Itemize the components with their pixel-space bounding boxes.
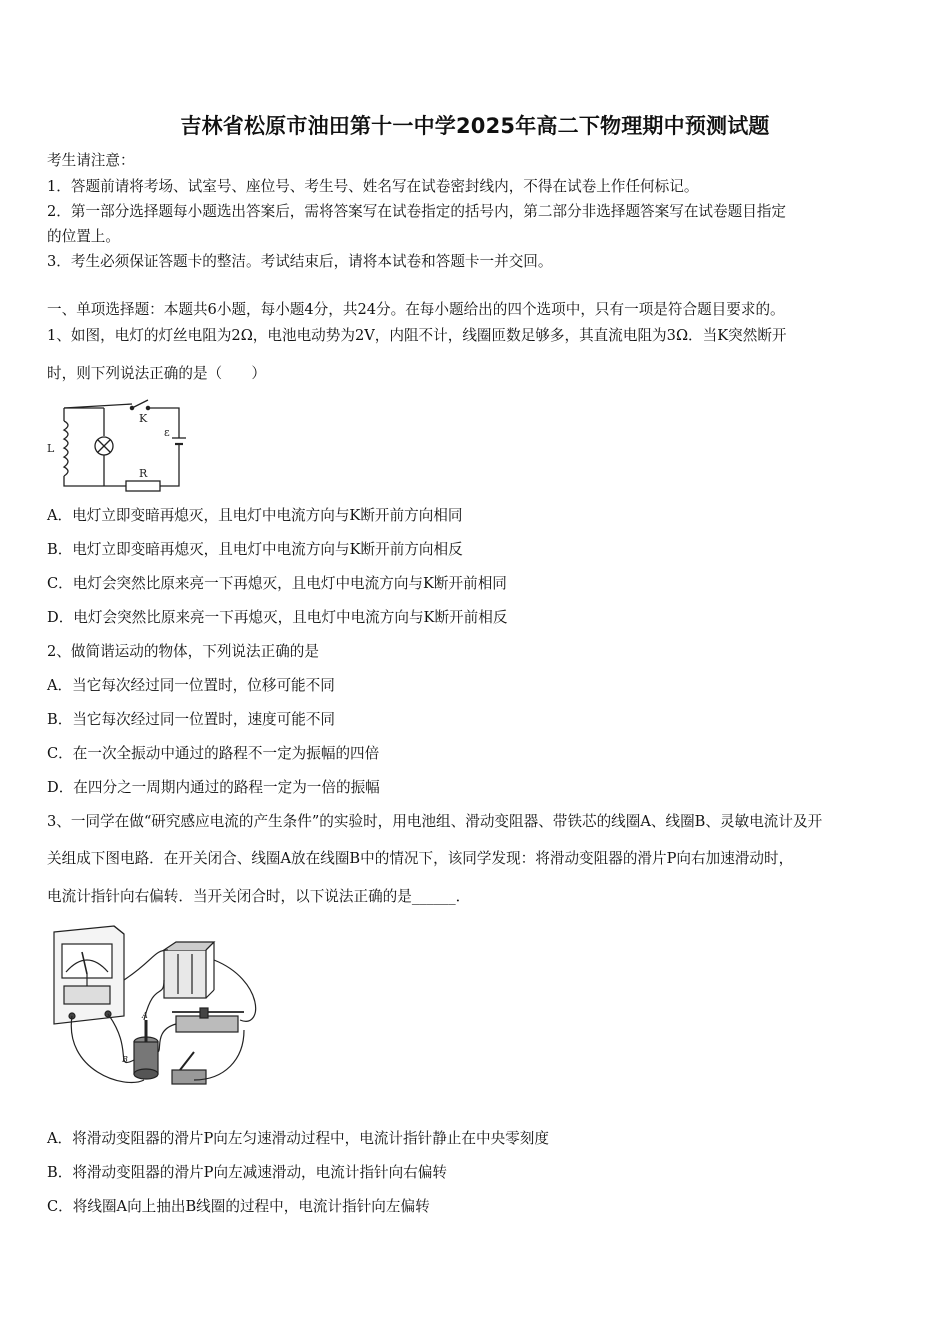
q1-option-c: C．电灯会突然比原来亮一下再熄灭，且电灯中电流方向与K断开前相同 — [47, 575, 507, 592]
q1-option-b: B．电灯立即变暗再熄灭，且电灯中电流方向与K断开前方向相反 — [47, 541, 463, 558]
q1-circuit-diagram — [44, 396, 194, 496]
notice-item: 1．答题前请将考场、试室号、座位号、考生号、姓名写在试卷密封线内，不得在试卷上作任何标记。 — [47, 178, 699, 195]
notice-heading: 考生请注意： — [47, 152, 135, 169]
q3-label-coil-b: B — [122, 1055, 128, 1064]
notice-item: 3．考生必须保证答题卡的整洁。考试结束后，请将本试卷和答题卡一并交回。 — [47, 253, 553, 270]
page-title: 吉林省松原市油田第十一中学2025年高二下物理期中预测试题 — [180, 114, 770, 138]
q3-option-b: B．将滑动变阻器的滑片P向左减速滑动，电流计指针向右偏转 — [47, 1164, 447, 1181]
q3-apparatus-diagram — [44, 920, 274, 1100]
q1-stem: 时，则下列说法正确的是（ ） — [47, 365, 266, 382]
q3-stem: 关组成下图电路．在开关闭合、线圈A放在线圈B中的情况下，该同学发现：将滑动变阻器的滑片P向右加速滑动时， — [47, 850, 794, 867]
q1-stem: 1、如图，电灯的灯丝电阻为2Ω，电池电动势为2V，内阻不计，线圈匝数足够多，其直流电阻为3Ω．当K突然断开 — [47, 327, 787, 344]
q1-option-a: A．电灯立即变暗再熄灭，且电灯中电流方向与K断开前方向相同 — [47, 507, 463, 524]
q2-option-d: D．在四分之一周期内通过的路程一定为一倍的振幅 — [47, 779, 380, 796]
q3-option-a: A．将滑动变阻器的滑片P向左匀速滑动过程中，电流计指针静止在中央零刻度 — [47, 1130, 549, 1147]
q2-option-b: B．当它每次经过同一位置时，速度可能不同 — [47, 711, 336, 728]
section-heading: 一、单项选择题：本题共6小题，每小题4分，共24分。在每小题给出的四个选项中，只有一项是符合题目要求的。 — [47, 301, 785, 318]
q1-label-inductor: L — [47, 442, 55, 455]
q1-label-switch: K — [139, 412, 148, 425]
q3-option-c: C．将线圈A向上抽出B线圈的过程中，电流计指针向左偏转 — [47, 1198, 430, 1215]
q3-stem: 3、一同学在做“研究感应电流的产生条件”的实验时，用电池组、滑动变阻器、带铁芯的线圈A、线圈B、灵敏电流计及开 — [47, 813, 823, 830]
q2-option-c: C．在一次全振动中通过的路程不一定为振幅的四倍 — [47, 745, 380, 762]
q1-label-battery: ε — [164, 426, 170, 439]
q2-stem: 2、做简谐运动的物体，下列说法正确的是 — [47, 643, 319, 660]
q2-option-a: A．当它每次经过同一位置时，位移可能不同 — [47, 677, 335, 694]
q1-label-resistor: R — [139, 467, 148, 480]
q3-stem: 电流计指针向右偏转．当开关闭合时，以下说法正确的是______． — [47, 888, 471, 905]
q1-option-d: D．电灯会突然比原来亮一下再熄灭，且电灯中电流方向与K断开前相反 — [47, 609, 508, 626]
notice-item: 2．第一部分选择题每小题选出答案后，需将答案写在试卷指定的括号内，第二部分非选择题答案写在试卷题目指定 — [47, 203, 786, 220]
q3-label-coil-a: A — [142, 1011, 148, 1020]
notice-item: 的位置上。 — [47, 228, 120, 245]
